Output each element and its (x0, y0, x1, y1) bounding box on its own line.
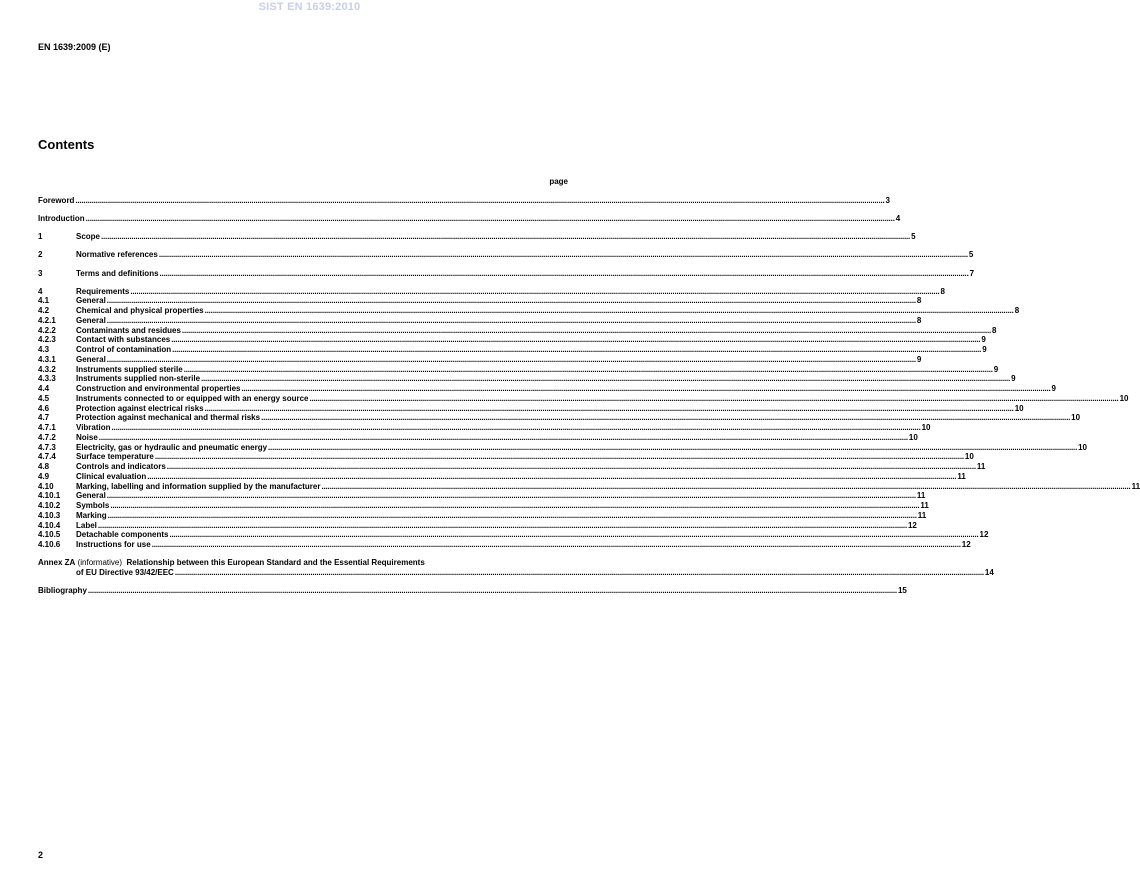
toc-entry-title: Instruments supplied sterile (76, 364, 183, 374)
toc-entry-number: 2 (38, 250, 43, 260)
toc-entry-page: 9 (916, 354, 922, 364)
toc-entry-number: 4.10 (38, 481, 54, 491)
toc-entry-title: Protection against electrical risks (76, 403, 204, 413)
toc-entry-number: 4.1 (38, 296, 50, 306)
toc-leader-dots: ................................................................................................................................................................................................................................................................................................................................................................................................................ (174, 568, 984, 578)
toc-entry-number: 4.3 (38, 345, 50, 355)
toc-entry-number: 4.10.3 (38, 510, 61, 520)
toc-entry[interactable] (38, 481, 1140, 492)
toc-entry-page: 4 (895, 214, 901, 224)
toc-entry[interactable] (38, 345, 987, 355)
document-id: EN 1639:2009 (E) (38, 42, 111, 52)
watermark: SIST EN 1639:2010 (258, 1, 361, 13)
toc-entry-number: 4.6 (38, 403, 50, 413)
toc-entry[interactable] (38, 442, 1088, 453)
toc-entry-number: 4.2 (38, 306, 50, 316)
toc-entry-page: 9 (1011, 374, 1016, 384)
toc-entry-number: 4.7.4 (38, 452, 56, 462)
toc-entry-title: General (76, 296, 106, 306)
toc-entry[interactable] (38, 540, 971, 550)
toc-entry-page: 10 (908, 432, 918, 442)
toc-leader-dots: ................................................................................................................................................................................................................................................................................................................................................................................................................ (107, 510, 917, 520)
toc-entry[interactable] (38, 403, 1024, 414)
toc-entry-title: Clinical evaluation (76, 471, 147, 481)
toc-leader-dots: ................................................................................................................................................................................................................................................................................................................................................................................................................ (204, 306, 1014, 316)
toc-entry[interactable] (38, 232, 916, 242)
toc-leader-dots: ................................................................................................................................................................................................................................................................................................................................................................................................................ (85, 214, 895, 224)
toc-leader-dots: ................................................................................................................................................................................................................................................................................................................................................................................................................ (158, 250, 968, 260)
toc-entry[interactable] (38, 250, 974, 260)
toc-entry-number: 4.3.3 (38, 374, 56, 384)
toc-entry-number: 4.10.6 (38, 540, 61, 550)
toc-entry[interactable] (38, 452, 974, 462)
toc-entry-title: Label (76, 520, 97, 530)
toc-entry[interactable] (38, 471, 966, 482)
toc-leader-dots: ................................................................................................................................................................................................................................................................................................................................................................................................................ (183, 364, 993, 374)
toc-leader-dots: ................................................................................................................................................................................................................................................................................................................................................................................................................ (241, 384, 1051, 394)
toc-entry-title: Detachable components (76, 530, 169, 540)
page-number: 2 (38, 850, 44, 860)
toc-entry-title: Introduction (38, 214, 85, 224)
toc-entry-page: 8 (1014, 306, 1020, 316)
page-column-label: page (549, 177, 568, 186)
toc-entry[interactable] (38, 501, 929, 511)
toc-entry-page: 7 (969, 268, 975, 278)
toc-entry-number: 4.2.2 (38, 325, 56, 335)
toc-entry-page: 9 (981, 335, 986, 345)
toc-leader-dots: ................................................................................................................................................................................................................................................................................................................................................................................................................ (169, 530, 979, 540)
toc-leader-dots: ................................................................................................................................................................................................................................................................................................................................................................................................................ (201, 374, 1011, 384)
toc-entry[interactable] (38, 354, 922, 365)
toc-leader-dots: ................................................................................................................................................................................................................................................................................................................................................................................................................ (261, 413, 1071, 423)
toc-leader-dots: ................................................................................................................................................................................................................................................................................................................................................................................................................ (147, 471, 957, 481)
toc-leader-dots: ................................................................................................................................................................................................................................................................................................................................................................................................................ (154, 452, 964, 462)
toc-entry-page: 10 (1014, 403, 1024, 413)
toc-entry[interactable] (38, 315, 922, 326)
toc-entry-page: 8 (916, 315, 922, 325)
toc-entry-title: Controls and indicators (76, 462, 166, 472)
toc-entry-title: Surface temperature (76, 452, 154, 462)
bibliography-title: Bibliography (38, 586, 87, 596)
toc-entry[interactable] (38, 214, 901, 224)
toc-entry-page: 9 (993, 364, 999, 374)
toc-entry-page: 10 (921, 423, 931, 433)
toc-leader-dots: ................................................................................................................................................................................................................................................................................................................................................................................................................ (106, 315, 916, 325)
toc-entry-title: Contaminants and residues (76, 325, 181, 335)
toc-entry-number: 4 (38, 286, 43, 296)
toc-entry-title: Protection against mechanical and thermal risks (76, 413, 261, 423)
toc-entry[interactable] (38, 393, 1129, 404)
toc-entry-page: 8 (992, 325, 997, 335)
toc-entry[interactable] (38, 268, 975, 279)
toc-entry-title: Electricity, gas or hydraulic and pneumatic energy (76, 442, 268, 452)
toc-entry-page: 12 (907, 520, 917, 530)
toc-entry-title: Terms and definitions (76, 268, 159, 278)
toc-entry-title: General (76, 315, 106, 325)
toc-entry-number: 4.8 (38, 462, 50, 472)
toc-entry-title: Requirements (76, 286, 130, 296)
toc-leader-dots: ................................................................................................................................................................................................................................................................................................................................................................................................................ (110, 501, 920, 511)
toc-entry-page: 10 (1119, 393, 1129, 403)
toc-entry[interactable] (38, 296, 922, 306)
toc-entry-page: 9 (982, 345, 987, 355)
annex-label: Annex ZA (38, 558, 76, 568)
toc-entry-number: 4.3.2 (38, 364, 56, 374)
toc-entry-number: 4.7.2 (38, 432, 56, 442)
toc-entry-title: Instruments connected to or equipped with an energy source (76, 393, 309, 403)
toc-entry-title: Instruments supplied non-sterile (76, 374, 201, 384)
toc-entry-title: Symbols (76, 501, 110, 511)
toc-entry-number: 4.3.1 (38, 354, 56, 364)
toc-entry-number: 4.10.1 (38, 491, 61, 501)
toc-leader-dots: ................................................................................................................................................................................................................................................................................................................................................................................................................ (97, 520, 907, 530)
toc-entry-number: 4.10.2 (38, 501, 61, 511)
toc-entry[interactable] (38, 462, 986, 472)
bibliography-page: 15 (897, 586, 907, 596)
toc-entry-title: Scope (76, 232, 101, 242)
toc-entry-number: 4.10.5 (38, 530, 61, 540)
toc-entry[interactable] (38, 335, 986, 345)
toc-entry-title: Control of contamination (76, 345, 172, 355)
toc-entry-page: 12 (961, 540, 971, 550)
toc-entry-number: 3 (38, 268, 43, 278)
toc-entry[interactable] (38, 374, 1016, 384)
toc-entry-title: General (76, 491, 106, 501)
toc-entry-bibliography[interactable] (38, 586, 907, 596)
toc-leader-dots: ................................................................................................................................................................................................................................................................................................................................................................................................................ (166, 462, 976, 472)
toc-entry[interactable] (38, 491, 926, 501)
toc-entry-number: 4.10.4 (38, 520, 61, 530)
toc-entry-title: Contact with substances (76, 335, 171, 345)
toc-leader-dots: ................................................................................................................................................................................................................................................................................................................................................................................................................ (106, 491, 916, 501)
toc-entry-page: 11 (976, 462, 986, 472)
annex-title-line1: Relationship between this European Standard and the Essential Requirements (126, 558, 425, 568)
toc-leader-dots: ................................................................................................................................................................................................................................................................................................................................................................................................................ (159, 268, 969, 278)
toc-entry[interactable] (38, 530, 989, 540)
toc-entry[interactable] (38, 364, 999, 375)
toc-entry-page: 9 (1051, 384, 1056, 394)
toc-leader-dots: ................................................................................................................................................................................................................................................................................................................................................................................................................ (181, 325, 991, 335)
toc-entry-title: Foreword (38, 196, 75, 205)
toc-entry-page: 8 (916, 296, 922, 306)
toc-entry[interactable] (38, 306, 1020, 316)
toc-annex-entry-continued[interactable] (38, 568, 994, 578)
toc-entry-page: 11 (920, 501, 929, 511)
toc-entry[interactable] (38, 423, 931, 433)
toc-entry-title: Vibration (76, 423, 111, 433)
toc-entry[interactable] (38, 384, 1056, 394)
toc-entry-page: 11 (1131, 481, 1140, 491)
toc-entry[interactable] (38, 325, 997, 336)
toc-entry-page: 10 (1078, 442, 1088, 452)
toc-entry[interactable] (38, 510, 927, 521)
toc-entry-number: 4.2.3 (38, 335, 56, 345)
toc-leader-dots: ................................................................................................................................................................................................................................................................................................................................................................................................................ (151, 540, 961, 550)
toc-entry[interactable] (38, 413, 1081, 423)
toc-entry-number: 4.7 (38, 413, 50, 423)
toc-leader-dots: ................................................................................................................................................................................................................................................................................................................................................................................................................ (204, 403, 1014, 413)
annex-qualifier: (informative) (77, 558, 123, 568)
toc-leader-dots: ................................................................................................................................................................................................................................................................................................................................................................................................................ (75, 196, 885, 205)
toc-leader-dots: ................................................................................................................................................................................................................................................................................................................................................................................................................ (101, 232, 911, 242)
toc-entry-number: 4.7.3 (38, 442, 56, 452)
toc-leader-dots: ................................................................................................................................................................................................................................................................................................................................................................................................................ (172, 345, 982, 355)
annex-page: 14 (984, 568, 994, 578)
toc-entry[interactable] (38, 432, 918, 443)
toc-leader-dots: ................................................................................................................................................................................................................................................................................................................................................................................................................ (268, 442, 1078, 452)
toc-leader-dots: ................................................................................................................................................................................................................................................................................................................................................................................................................ (309, 393, 1119, 403)
toc-entry-title: Instructions for use (76, 540, 151, 550)
toc-entry[interactable] (38, 520, 917, 531)
toc-entry-title: Normative references (76, 250, 158, 260)
toc-entry-title: Marking (76, 510, 107, 520)
toc-entry-page: 5 (911, 232, 916, 242)
toc-entry-page: 12 (979, 530, 989, 540)
toc-entry-title: Marking, labelling and information supplied by the manufacturer (76, 481, 321, 491)
toc-entry-title: General (76, 354, 106, 364)
toc-entry-page: 10 (1071, 413, 1081, 423)
toc-leader-dots: ................................................................................................................................................................................................................................................................................................................................................................................................................ (171, 335, 981, 345)
toc-leader-dots: ................................................................................................................................................................................................................................................................................................................................................................................................................ (130, 286, 940, 296)
toc-leader-dots: ................................................................................................................................................................................................................................................................................................................................................................................................................ (321, 481, 1131, 491)
toc-entry-page: 11 (957, 471, 966, 481)
toc-entry-number: 1 (38, 232, 43, 242)
toc-entry[interactable] (38, 196, 890, 206)
toc-leader-dots: ................................................................................................................................................................................................................................................................................................................................................................................................................ (106, 296, 916, 306)
toc-entry-number: 4.5 (38, 393, 50, 403)
toc-entry-title: Chemical and physical properties (76, 306, 204, 316)
toc-entry-title: Construction and environmental properties (76, 384, 241, 394)
toc-entry-number: 4.2.1 (38, 315, 56, 325)
toc-entry-title: Noise (76, 432, 98, 442)
toc-entry-page: 5 (968, 250, 974, 260)
table-of-contents (38, 196, 1140, 596)
toc-annex-entry[interactable] (38, 558, 569, 568)
toc-entry-page: 3 (885, 196, 890, 205)
toc-leader-dots: ................................................................................................................................................................................................................................................................................................................................................................................................................ (111, 423, 921, 433)
contents-title: Contents (38, 137, 95, 152)
toc-entry-number: 4.4 (38, 384, 50, 394)
toc-entry-page: 10 (964, 452, 974, 462)
toc-leader-dots: ................................................................................................................................................................................................................................................................................................................................................................................................................ (106, 354, 916, 364)
toc-entry-number: 4.9 (38, 471, 50, 481)
toc-leader-dots: ................................................................................................................................................................................................................................................................................................................................................................................................................ (98, 432, 908, 442)
annex-title-line2: of EU Directive 93/42/EEC (76, 568, 174, 578)
toc-entry-page: 8 (940, 286, 945, 296)
toc-entry-number: 4.7.1 (38, 423, 56, 433)
toc-leader-dots: ................................................................................................................................................................................................................................................................................................................................................................................................................ (87, 586, 897, 596)
toc-entry[interactable] (38, 286, 945, 297)
toc-entry-page: 11 (917, 510, 927, 520)
toc-entry-page: 11 (916, 491, 926, 501)
